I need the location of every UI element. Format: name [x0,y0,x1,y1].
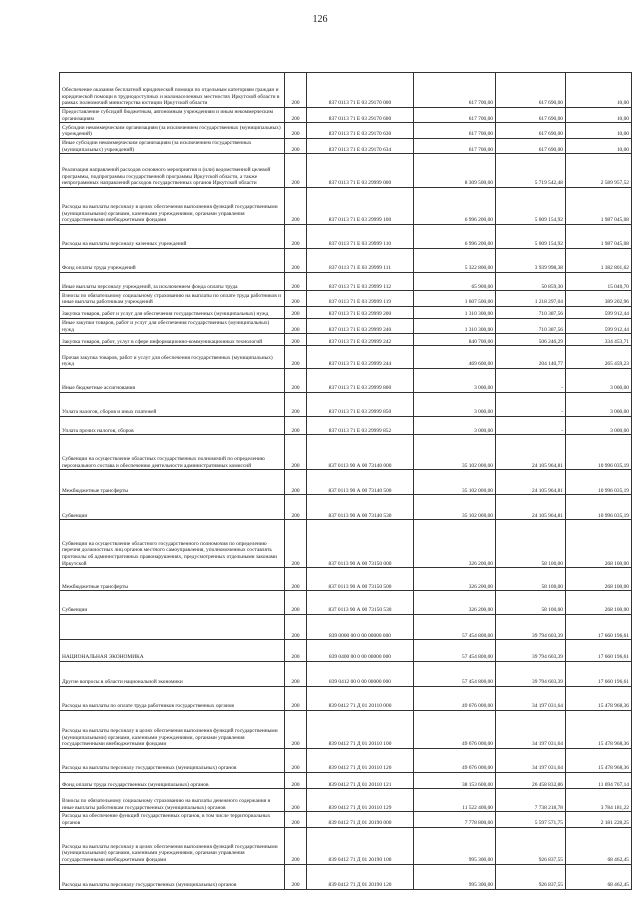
row-remainder-amount: 10 996 035,19 [566,495,632,520]
row-name: Закупка товаров, работ и услуг для обеспечения государственных (муниципальных) нужд [60,306,285,318]
row-remainder-amount: 3 000,00 [566,416,632,435]
row-code: 200 [285,615,307,640]
row-executed-amount: 3 939 998,38 [496,248,566,272]
table-row [60,789,632,812]
row-remainder-amount: 10 996 035,19 [566,470,632,495]
table-row [60,435,632,470]
row-code: 200 [285,123,307,138]
row-executed-amount: 58 100,00 [496,591,566,615]
row-name: Расходы на выплаты персоналу государственных (муниципальных) органов [60,749,285,773]
row-name: Расходы на выплаты персоналу государственных (муниципальных) органов [60,864,285,889]
row-code: 200 [285,812,307,827]
row-remainder-amount: 15 040,70 [566,272,632,291]
row-budget-classification-code: 837 0113 71 Е 03 29999 852 [307,416,414,435]
row-executed-amount: 710 387,56 [496,306,566,318]
row-code: 200 [285,272,307,291]
row-executed-amount: 26 458 832,86 [496,772,566,788]
row-budget-classification-code: 837 0113 71 Е 03 29999 000 [307,154,414,188]
row-budget-classification-code: 837 0113 90 А 00 73150 000 [307,520,414,568]
row-name: Уплата прочих налогов, сборов [60,416,285,435]
row-executed-amount: 617 690,00 [496,123,566,138]
row-assigned-amount: 49 676 000,00 [414,710,496,748]
row-remainder-amount: 268 100,00 [566,591,632,615]
row-executed-amount: 24 105 964,81 [496,495,566,520]
row-budget-classification-code: 837 0113 71 Е 03 29999 111 [307,248,414,272]
row-assigned-amount: 49 676 000,00 [414,686,496,710]
row-remainder-amount: 334 453,71 [566,334,632,346]
row-budget-classification-code: 837 0113 71 Е 03 29999 800 [307,369,414,393]
row-budget-classification-code: 837 0113 71 Е 03 29999 240 [307,318,414,333]
table-row [60,520,632,568]
row-name: Реализация направлений расходов основного мероприятия и (или) ведомственной целевой программы, подпрограммы государственной программы Иркутской области, а также непрограммных направлений расходов государственных органов Иркутской области [60,154,285,188]
row-code: 200 [285,334,307,346]
table-row [60,827,632,864]
row-budget-classification-code: 837 0113 90 А 00 73150 530 [307,591,414,615]
row-executed-amount: 24 105 964,81 [496,435,566,470]
row-remainder-amount: 10 996 035,19 [566,435,632,470]
row-budget-classification-code: 839 0412 71 Д 01 20190 120 [307,864,414,889]
row-name: Прочая закупка товаров, работ и услуг для обеспечения государственных (муниципальных) нужд [60,346,285,369]
row-remainder-amount: 1 987 045,08 [566,187,632,224]
row-name: Расходы на выплаты по оплате труда работников государственных органов [60,686,285,710]
row-assigned-amount: 57 454 800,00 [414,661,496,686]
row-remainder-amount: 599 912,44 [566,306,632,318]
table-row [60,470,632,495]
row-executed-amount: 617 690,00 [496,73,566,108]
row-remainder-amount: 268 100,00 [566,568,632,591]
row-budget-classification-code: 837 0113 71 Е 03 29999 110 [307,224,414,248]
row-budget-classification-code: 839 0412 71 Д 01 20110 100 [307,710,414,748]
row-code: 200 [285,291,307,306]
row-assigned-amount: 57 454 800,00 [414,640,496,662]
table-row [60,138,632,153]
row-remainder-amount: 68 462,45 [566,827,632,864]
row-remainder-amount: 11 694 767,14 [566,772,632,788]
row-remainder-amount: 17 660 196,61 [566,661,632,686]
budget-execution-table [59,72,632,890]
row-name: Уплата налогов, сборов и иных платежей [60,392,285,416]
row-executed-amount: 617 690,00 [496,138,566,153]
row-name: Расходы на выплаты персоналу в целях обеспечения выполнения функций государственными (муниципальными) органами, казенными учреждениями, органами управления государственными внебюджетными фондами [60,827,285,864]
row-assigned-amount: 995 300,00 [414,864,496,889]
row-code: 200 [285,248,307,272]
table-row [60,864,632,889]
row-assigned-amount: 35 102 000,00 [414,435,496,470]
table-row [60,272,632,291]
row-name: Субвенции на осуществление областного государственного полномочия по определению перечня должностных лиц органов местного самоуправления, уполномоченных составлять протоколы об административных правонарушениях, предусмотренных отдельными законами Иркутской [60,520,285,568]
row-name: Фонд оплаты труда государственных (муниципальных) органов [60,772,285,788]
row-code: 200 [285,749,307,773]
row-budget-classification-code: 837 0113 71 Е 03 29999 242 [307,334,414,346]
row-name: Межбюджетные трансферты [60,470,285,495]
row-name: Расходы на выплаты персоналу в целях обеспечения выполнения функций государственными (муниципальными) органами, казенными учреждениями, органами управления государственными внебюджетными фондами [60,187,285,224]
row-code: 200 [285,318,307,333]
row-executed-amount: 926 837,55 [496,827,566,864]
row-executed-amount: 204 140,77 [496,346,566,369]
table-row [60,591,632,615]
row-executed-amount: 50 859,30 [496,272,566,291]
row-code: 200 [285,686,307,710]
row-executed-amount: 34 197 031,64 [496,749,566,773]
row-assigned-amount: 326 200,00 [414,591,496,615]
row-name: Обеспечение оказания бесплатной юридической помощи по отдельным категориям граждан и юридической помощи в труднодоступных и малонаселенных местностях Иркутской области в рамках полномочий министерства юстиции Иркутской области [60,73,285,108]
row-assigned-amount: 35 102 000,00 [414,470,496,495]
row-executed-amount: 58 100,00 [496,568,566,591]
row-name: Иные бюджетные ассигнования [60,369,285,393]
row-budget-classification-code: 839 0412 71 Д 01 20190 000 [307,812,414,827]
row-executed-amount: 5 009 154,92 [496,187,566,224]
row-executed-amount: 58 100,00 [496,520,566,568]
row-assigned-amount: 65 900,00 [414,272,496,291]
table-row [60,495,632,520]
table-row [60,369,632,393]
row-executed-amount: 5 009 154,92 [496,224,566,248]
row-executed-amount: 24 105 964,81 [496,470,566,495]
row-executed-amount: 617 690,00 [496,107,566,122]
row-executed-amount: 7 738 218,78 [496,789,566,812]
row-assigned-amount: 617 700,00 [414,123,496,138]
row-remainder-amount: 265 459,23 [566,346,632,369]
row-budget-classification-code: 839 0412 71 Д 01 20110 120 [307,749,414,773]
row-remainder-amount: 15 478 968,36 [566,749,632,773]
row-budget-classification-code: 837 0113 71 Е 03 29999 244 [307,346,414,369]
row-executed-amount: 1 218 297,04 [496,291,566,306]
row-remainder-amount: 2 181 228,25 [566,812,632,827]
row-budget-classification-code: 837 0113 71 Е 03 29999 100 [307,187,414,224]
row-code: 200 [285,661,307,686]
row-name [60,615,285,640]
row-assigned-amount: 617 700,00 [414,107,496,122]
row-code: 200 [285,392,307,416]
table-row [60,416,632,435]
row-budget-classification-code: 839 0000 00 0 00 00000 000 [307,615,414,640]
row-name: Иные закупки товаров, работ и услуг для обеспечения государственных (муниципальных) нужд [60,318,285,333]
row-assigned-amount: 7 778 800,00 [414,812,496,827]
row-executed-amount: 39 794 603,39 [496,640,566,662]
row-budget-classification-code: 837 0113 71 Е 03 29170 630 [307,123,414,138]
row-name: Расходы на выплаты персоналу казенных учреждений [60,224,285,248]
row-code: 200 [285,772,307,788]
row-executed-amount: 926 837,55 [496,864,566,889]
row-assigned-amount: 35 102 000,00 [414,495,496,520]
table-row [60,346,632,369]
row-code: 200 [285,224,307,248]
row-assigned-amount: 617 700,00 [414,138,496,153]
row-budget-classification-code: 839 0412 00 0 00 00000 000 [307,661,414,686]
table-row [60,686,632,710]
table-row [60,248,632,272]
row-name: Иные субсидии некоммерческим организациям (за исключением государственных (муниципальных) учреждений) [60,138,285,153]
row-budget-classification-code: 837 0113 71 Е 03 29170 634 [307,138,414,153]
row-remainder-amount: 15 478 968,36 [566,686,632,710]
table-row [60,291,632,306]
row-name: Субвенции на осуществление областных государственных полномочий по определению персонального состава и обеспечению деятельности административных комиссий [60,435,285,470]
table-row [60,812,632,827]
row-budget-classification-code: 837 0113 71 Е 03 29999 112 [307,272,414,291]
row-code: 200 [285,470,307,495]
table-row [60,123,632,138]
row-budget-classification-code: 839 0412 71 Д 01 20110 129 [307,789,414,812]
table-row [60,661,632,686]
row-budget-classification-code: 839 0400 00 0 00 00000 000 [307,640,414,662]
row-code: 200 [285,640,307,662]
row-code: 200 [285,827,307,864]
row-code: 200 [285,435,307,470]
row-budget-classification-code: 837 0113 71 Е 03 29999 850 [307,392,414,416]
row-remainder-amount: 3 000,00 [566,369,632,393]
row-assigned-amount: 49 676 000,00 [414,749,496,773]
row-assigned-amount: 5 322 800,00 [414,248,496,272]
row-code: 200 [285,187,307,224]
row-executed-amount: 5 719 542,48 [496,154,566,188]
row-assigned-amount: 469 600,00 [414,346,496,369]
table-row [60,568,632,591]
row-assigned-amount: 840 700,00 [414,334,496,346]
row-executed-amount: 34 197 031,64 [496,710,566,748]
row-code: 200 [285,864,307,889]
row-assigned-amount: 3 000,00 [414,416,496,435]
row-assigned-amount: 3 000,00 [414,392,496,416]
row-executed-amount: 506 246,29 [496,334,566,346]
table-row [60,615,632,640]
row-budget-classification-code: 837 0113 71 Е 03 29170 000 [307,73,414,108]
table-row [60,392,632,416]
table-row [60,710,632,748]
row-code: 200 [285,346,307,369]
row-code: 200 [285,789,307,812]
row-assigned-amount: 11 522 400,00 [414,789,496,812]
row-name: Субвенции [60,495,285,520]
row-name: Фонд оплаты труда учреждений [60,248,285,272]
row-code: 200 [285,591,307,615]
row-remainder-amount: 17 660 196,61 [566,615,632,640]
row-remainder-amount: 17 660 196,61 [566,640,632,662]
row-budget-classification-code: 837 0113 71 Е 03 29999 200 [307,306,414,318]
row-assigned-amount: 38 153 600,00 [414,772,496,788]
row-assigned-amount: 326 200,00 [414,568,496,591]
row-code: 200 [285,107,307,122]
row-remainder-amount: 389 202,96 [566,291,632,306]
row-assigned-amount: 8 309 500,00 [414,154,496,188]
row-assigned-amount: 6 996 200,00 [414,187,496,224]
table-row [60,107,632,122]
row-name: НАЦИОНАЛЬНАЯ ЭКОНОМИКА [60,640,285,662]
row-name: Взносы по обязательному социальному страхованию на выплаты по оплате труда работников и иные выплаты работникам учреждений [60,291,285,306]
row-remainder-amount: 2 589 957,52 [566,154,632,188]
row-executed-amount: - [496,369,566,393]
row-name: Предоставление субсидий бюджетным, автономным учреждениям и иным некоммерческим организациям [60,107,285,122]
row-budget-classification-code: 837 0113 90 А 00 73140 000 [307,435,414,470]
table-row [60,772,632,788]
table-row [60,334,632,346]
row-name: Закупка товаров, работ, услуг в сфере информационно-коммуникационных технологий [60,334,285,346]
row-name: Другие вопросы в области национальной экономики [60,661,285,686]
row-remainder-amount: 10,00 [566,138,632,153]
row-executed-amount: 39 794 603,39 [496,661,566,686]
row-budget-classification-code: 837 0113 71 Е 03 29999 119 [307,291,414,306]
row-executed-amount: - [496,392,566,416]
row-budget-classification-code: 837 0113 90 А 00 73150 500 [307,568,414,591]
row-assigned-amount: 6 996 200,00 [414,224,496,248]
row-code: 200 [285,73,307,108]
row-name: Расходы на выплаты персоналу в целях обеспечения выполнения функций государственными (муниципальными) органами, казенными учреждениями, органами управления государственными внебюджетными фондами [60,710,285,748]
row-remainder-amount: 1 382 801,62 [566,248,632,272]
row-assigned-amount: 617 700,00 [414,73,496,108]
row-budget-classification-code: 839 0412 71 Д 01 20190 100 [307,827,414,864]
row-remainder-amount: 15 478 968,36 [566,710,632,748]
row-remainder-amount: 268 100,00 [566,520,632,568]
row-code: 200 [285,138,307,153]
table-row [60,73,632,108]
row-assigned-amount: 3 000,00 [414,369,496,393]
row-name: Взносы по обязательному социальному страхованию на выплаты денежного содержания и иные выплаты работникам государственных (муниципальных) органов [60,789,285,812]
row-assigned-amount: 1 310 300,00 [414,318,496,333]
row-remainder-amount: 599 912,44 [566,318,632,333]
row-assigned-amount: 57 454 800,00 [414,615,496,640]
row-name: Межбюджетные трансферты [60,568,285,591]
row-budget-classification-code: 837 0113 71 Е 03 29170 600 [307,107,414,122]
row-code: 200 [285,369,307,393]
row-budget-classification-code: 837 0113 90 А 00 73140 530 [307,495,414,520]
row-budget-classification-code: 837 0113 90 А 00 73140 500 [307,470,414,495]
table-row [60,154,632,188]
table-row [60,306,632,318]
row-executed-amount: 5 597 571,75 [496,812,566,827]
row-assigned-amount: 1 607 500,00 [414,291,496,306]
table-row [60,187,632,224]
row-name: Субсидии некоммерческим организациям (за исключением государственных (муниципальных) учреждений) [60,123,285,138]
row-code: 200 [285,306,307,318]
row-remainder-amount: 3 784 181,22 [566,789,632,812]
row-name: Расходы на обеспечение функций государственных органов, в том числе территориальных органов [60,812,285,827]
table-row [60,640,632,662]
row-budget-classification-code: 839 0412 71 Д 01 20110 000 [307,686,414,710]
row-executed-amount: 34 197 031,64 [496,686,566,710]
row-executed-amount: 710 387,56 [496,318,566,333]
row-code: 200 [285,154,307,188]
page-number: 126 [312,14,328,25]
row-assigned-amount: 326 200,00 [414,520,496,568]
row-code: 200 [285,416,307,435]
row-budget-classification-code: 839 0412 71 Д 01 20110 121 [307,772,414,788]
row-remainder-amount: 3 000,00 [566,392,632,416]
row-code: 200 [285,495,307,520]
row-assigned-amount: 1 310 300,00 [414,306,496,318]
table-row [60,749,632,773]
row-remainder-amount: 10,00 [566,107,632,122]
row-code: 200 [285,568,307,591]
row-code: 200 [285,520,307,568]
row-assigned-amount: 995 300,00 [414,827,496,864]
row-executed-amount: - [496,416,566,435]
table-row [60,224,632,248]
row-code: 200 [285,710,307,748]
table-row [60,318,632,333]
row-remainder-amount: 1 987 045,08 [566,224,632,248]
row-remainder-amount: 10,00 [566,73,632,108]
row-remainder-amount: 68 462,45 [566,864,632,889]
row-executed-amount: 39 794 603,39 [496,615,566,640]
row-name: Субвенции [60,591,285,615]
row-name: Иные выплаты персоналу учреждений, за исключением фонда оплаты труда [60,272,285,291]
row-remainder-amount: 10,00 [566,123,632,138]
